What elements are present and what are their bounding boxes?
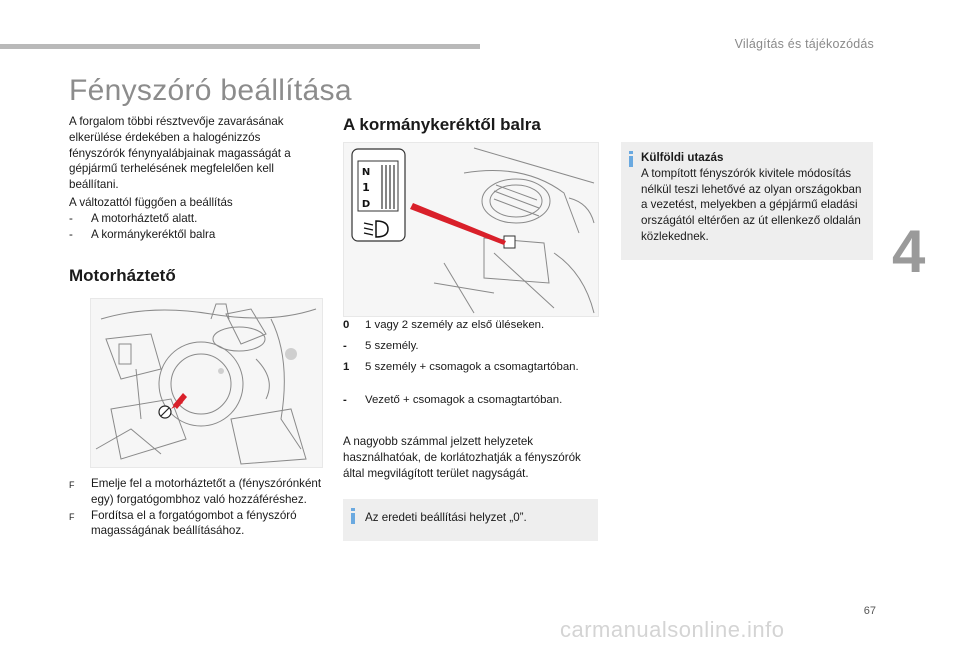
variants-block: [69, 195, 301, 242]
hood-steps: [69, 476, 325, 539]
header-rule: [0, 44, 480, 49]
list-item: F Fordítsa el a forgatógombot a fényszóró magasságának beállításához.: [69, 508, 297, 538]
hood-step-list: [69, 476, 325, 539]
info-text: Az eredeti beállítási helyzet „0”.: [365, 511, 527, 524]
list-item: - A motorháztető alatt.: [69, 211, 198, 225]
info-icon: [629, 151, 633, 167]
adjust-knob-icon: [159, 406, 171, 418]
chapter-number: 4: [892, 218, 926, 285]
list-item: - A kormánykeréktől balra: [69, 227, 216, 241]
list-item: F Emelje fel a motorháztetőt a (fényszórónként egy) forgatógombhoz való hozzáféréshez.: [69, 477, 322, 506]
positions-list: [343, 318, 597, 408]
height-dial-inset: [352, 149, 405, 241]
dial-mark: 1: [362, 181, 370, 194]
abroad-infobox: [621, 142, 873, 260]
switch-location-icon: [504, 236, 515, 248]
page-title: Fényszóró beállítása: [69, 74, 352, 107]
abroad-title: Külföldi utazás: [641, 151, 724, 164]
list-item: - Vezető + csomagok a csomagtartóban.: [343, 394, 563, 406]
dashboard-drawing: [344, 143, 598, 316]
watermark: carmanualsonline.info: [560, 617, 785, 642]
dashboard-illustration: [343, 142, 599, 317]
engine-bay-drawing: [91, 299, 322, 467]
engine-bay-illustration: [90, 298, 323, 468]
intro-paragraph: A forgalom többi résztvevője zavarásának elkerülése érdekében a halogénizzós fényszórók fénynyalábjainak magasságát a gépjármű terhelésének megfelelően kell beállítani.: [69, 115, 291, 192]
positions-note: A nagyobb számmal jelzett helyzetek használhatóak, de korlátozhatják a fényszórók által megvilágított terület nagyságát.: [343, 435, 581, 480]
list-item: 1 5 személy + csomagok a csomagtartóban.: [343, 361, 579, 373]
list-item: - 5 személy.: [343, 340, 419, 352]
hood-heading: Motorháztető: [69, 266, 176, 285]
abroad-content: [641, 150, 867, 245]
abroad-text: A tompított fényszórók kivitele módosítás nélkül teszi lehetővé az olyan országokban a vezetést, melyekben a gépjármű eladási országától eltérően az út ellenkező oldalán közlekednek.: [641, 166, 862, 243]
steering-left-heading: A kormánykeréktől balra: [343, 115, 541, 134]
variants-intro: A változattól függően a beállítás: [69, 196, 233, 209]
default-position-infobox: [343, 499, 598, 541]
info-icon: [351, 508, 355, 524]
page-number: 67: [863, 605, 876, 617]
variants-list: [69, 211, 301, 243]
dial-mark: D: [361, 199, 371, 210]
list-item: 0 1 vagy 2 személy az első üléseken.: [343, 319, 545, 331]
dial-mark: N: [361, 167, 371, 178]
section-label: Világítás és tájékozódás: [734, 37, 874, 51]
